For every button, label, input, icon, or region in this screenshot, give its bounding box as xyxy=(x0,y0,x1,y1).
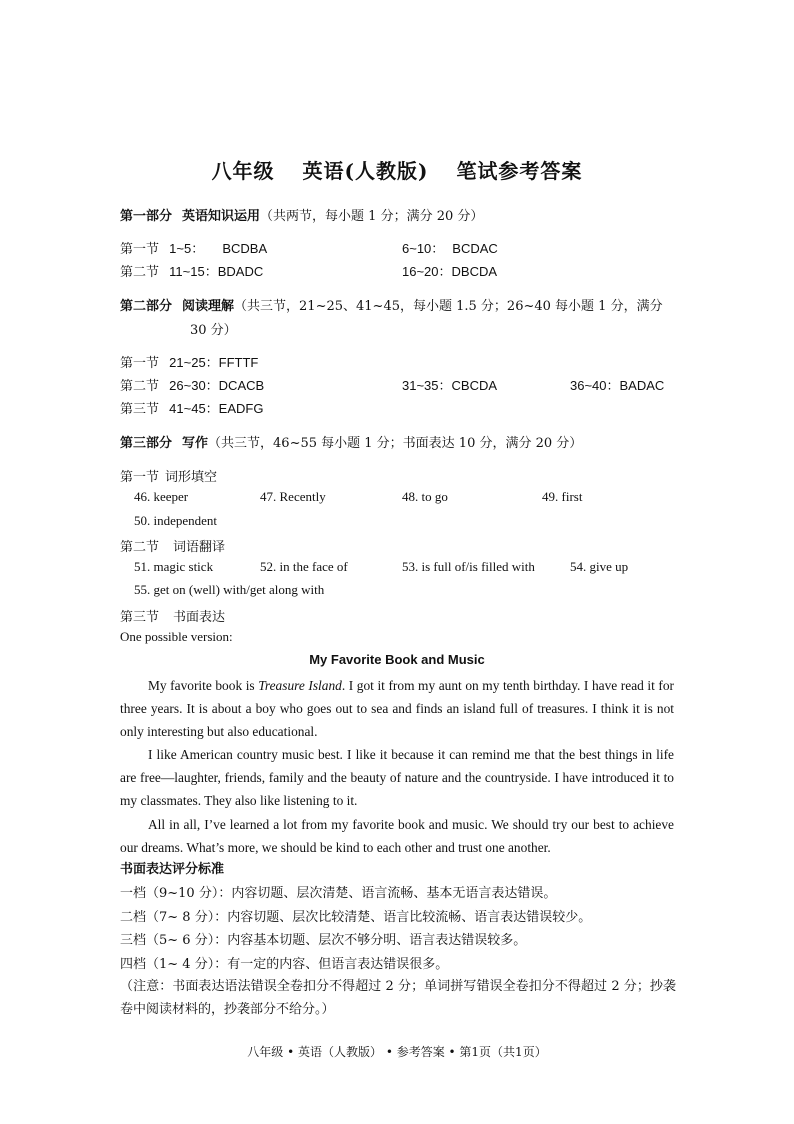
row-answers: BDADC xyxy=(217,264,264,279)
row-answers-c: 36~40：BADAC xyxy=(570,378,665,393)
row-label: 第二节 xyxy=(120,265,160,280)
part-one-row-2 xyxy=(120,261,680,280)
part-two-detail-2: 30 分） xyxy=(190,323,237,338)
rubric-level-3: 三档（5~ 6 分）：内容基本切题、层次不够分明、语言表达错误较多。 xyxy=(120,933,527,948)
page-footer: 八年级 • 英语（人教版） • 参考答案 • 第1页（共1页） xyxy=(247,1045,547,1059)
title-grade: 八年级 xyxy=(211,159,275,183)
row-label: 第三节 xyxy=(120,402,160,417)
essay-paragraph-3: All in all, I’ve learned a lot from my favorite book and music. We should try our best to achieve our dreams. What’s more, we should be kind to each other and trust one another. xyxy=(120,817,674,856)
answer-49: 49. first xyxy=(542,489,583,504)
row-answers: 21~25：FFTTF xyxy=(169,355,259,370)
answer-48: 48. to go xyxy=(402,489,448,504)
part-two-row-2 xyxy=(120,375,680,394)
essay-paragraph-1: My favorite book is Treasure Island. I got it from my aunt on my tenth birthday. I have read it for three years. It is about a boy who goes out to sea and finds an island full of treasures. I think it is not only interesting but also educational. xyxy=(120,678,675,740)
row-answers: 41~45：EADFG xyxy=(169,401,264,416)
row-range: 1~5： xyxy=(169,241,205,256)
part-two-label: 第二部分 xyxy=(120,299,173,314)
part-two-detail-1: （共三节，21~25、41~45，每小题 1.5 分；26~40 每小题 1 分，满分 xyxy=(234,299,663,314)
title-subject: 英语(人教版) xyxy=(302,159,429,183)
rubric-level-4: 四档（1~ 4 分）：有一定的内容、但语言表达错误很多。 xyxy=(120,957,449,972)
part-one-row-1 xyxy=(120,238,680,257)
part-two-row-1 xyxy=(120,352,258,371)
rubric-level-1: 一档（9~10 分）：内容切题、层次清楚、语言流畅、基本无语言表达错误。 xyxy=(120,886,557,901)
part-three-detail: （共三节，46~55 每小题 1 分；书面表达 10 分，满分 20 分） xyxy=(208,436,583,451)
answer-54: 54. give up xyxy=(570,559,629,574)
answer-53: 53. is full of/is filled with xyxy=(402,559,535,574)
answer-51: 51. magic stick xyxy=(134,559,214,574)
part-two-row-3 xyxy=(120,398,263,417)
rubric-note: （注意：书面表达语法错误全卷扣分不得超过 2 分；单词拼写错误全卷扣分不得超过 2 分；抄袭卷中阅读材料的，抄袭部分不给分。） xyxy=(120,979,676,1017)
title-doc: 笔试参考答案 xyxy=(456,159,583,183)
rubric-level-2: 二档（7~ 8 分）：内容切题、层次比较清楚、语言比较流畅、语言表达错误较少。 xyxy=(120,910,592,925)
part-two-topic: 阅读理解 xyxy=(182,299,235,314)
answer-50: 50. independent xyxy=(134,513,218,528)
book-title: Treasure Island xyxy=(258,678,342,693)
part-three-label: 第三部分 xyxy=(120,436,173,451)
row-label: 第二节 xyxy=(120,379,160,394)
part-three-heading xyxy=(120,432,582,451)
row-label: 第一节 xyxy=(120,356,160,371)
row-range-b: 6~10： BCDAC xyxy=(402,241,498,256)
rubric-title: 书面表达评分标准 xyxy=(120,862,225,877)
part-one-heading xyxy=(120,205,483,224)
row-answers: BCDBA xyxy=(222,241,268,256)
essay-title: My Favorite Book and Music xyxy=(309,652,485,667)
section-3-heading: 第三节 书面表达 xyxy=(120,610,226,625)
version-label: One possible version: xyxy=(120,629,233,644)
part-three-topic: 写作 xyxy=(182,436,209,451)
page-title xyxy=(0,155,794,184)
part-two-heading xyxy=(120,295,663,314)
section-1-heading: 第一节 词形填空 xyxy=(120,470,218,485)
section-2-heading: 第二节 词语翻译 xyxy=(120,540,226,555)
answer-52: 52. in the face of xyxy=(260,559,348,574)
part-one-label: 第一部分 xyxy=(120,209,173,224)
row-range-b: 16~20：DBCDA xyxy=(402,264,498,279)
row-label: 第一节 xyxy=(120,242,160,257)
row-answers: 26~30：DCACB xyxy=(169,378,265,393)
part-one-topic: 英语知识运用 xyxy=(182,209,261,224)
row-answers-b: 31~35：CBCDA xyxy=(402,378,498,393)
answer-55: 55. get on (well) with/get along with xyxy=(134,582,325,597)
answer-47: 47. Recently xyxy=(260,489,326,504)
answer-46: 46. keeper xyxy=(134,489,189,504)
essay-paragraph-2: I like American country music best. I like it because it can remind me that the best things in life are free—laughter, friends, family and the beauty of nature and the countryside. I have introduced it to my classmates. They also like listening to it. xyxy=(120,747,674,809)
part-one-detail: （共两节，每小题 1 分；满分 20 分） xyxy=(260,209,484,224)
row-range: 11~15： xyxy=(169,264,218,279)
